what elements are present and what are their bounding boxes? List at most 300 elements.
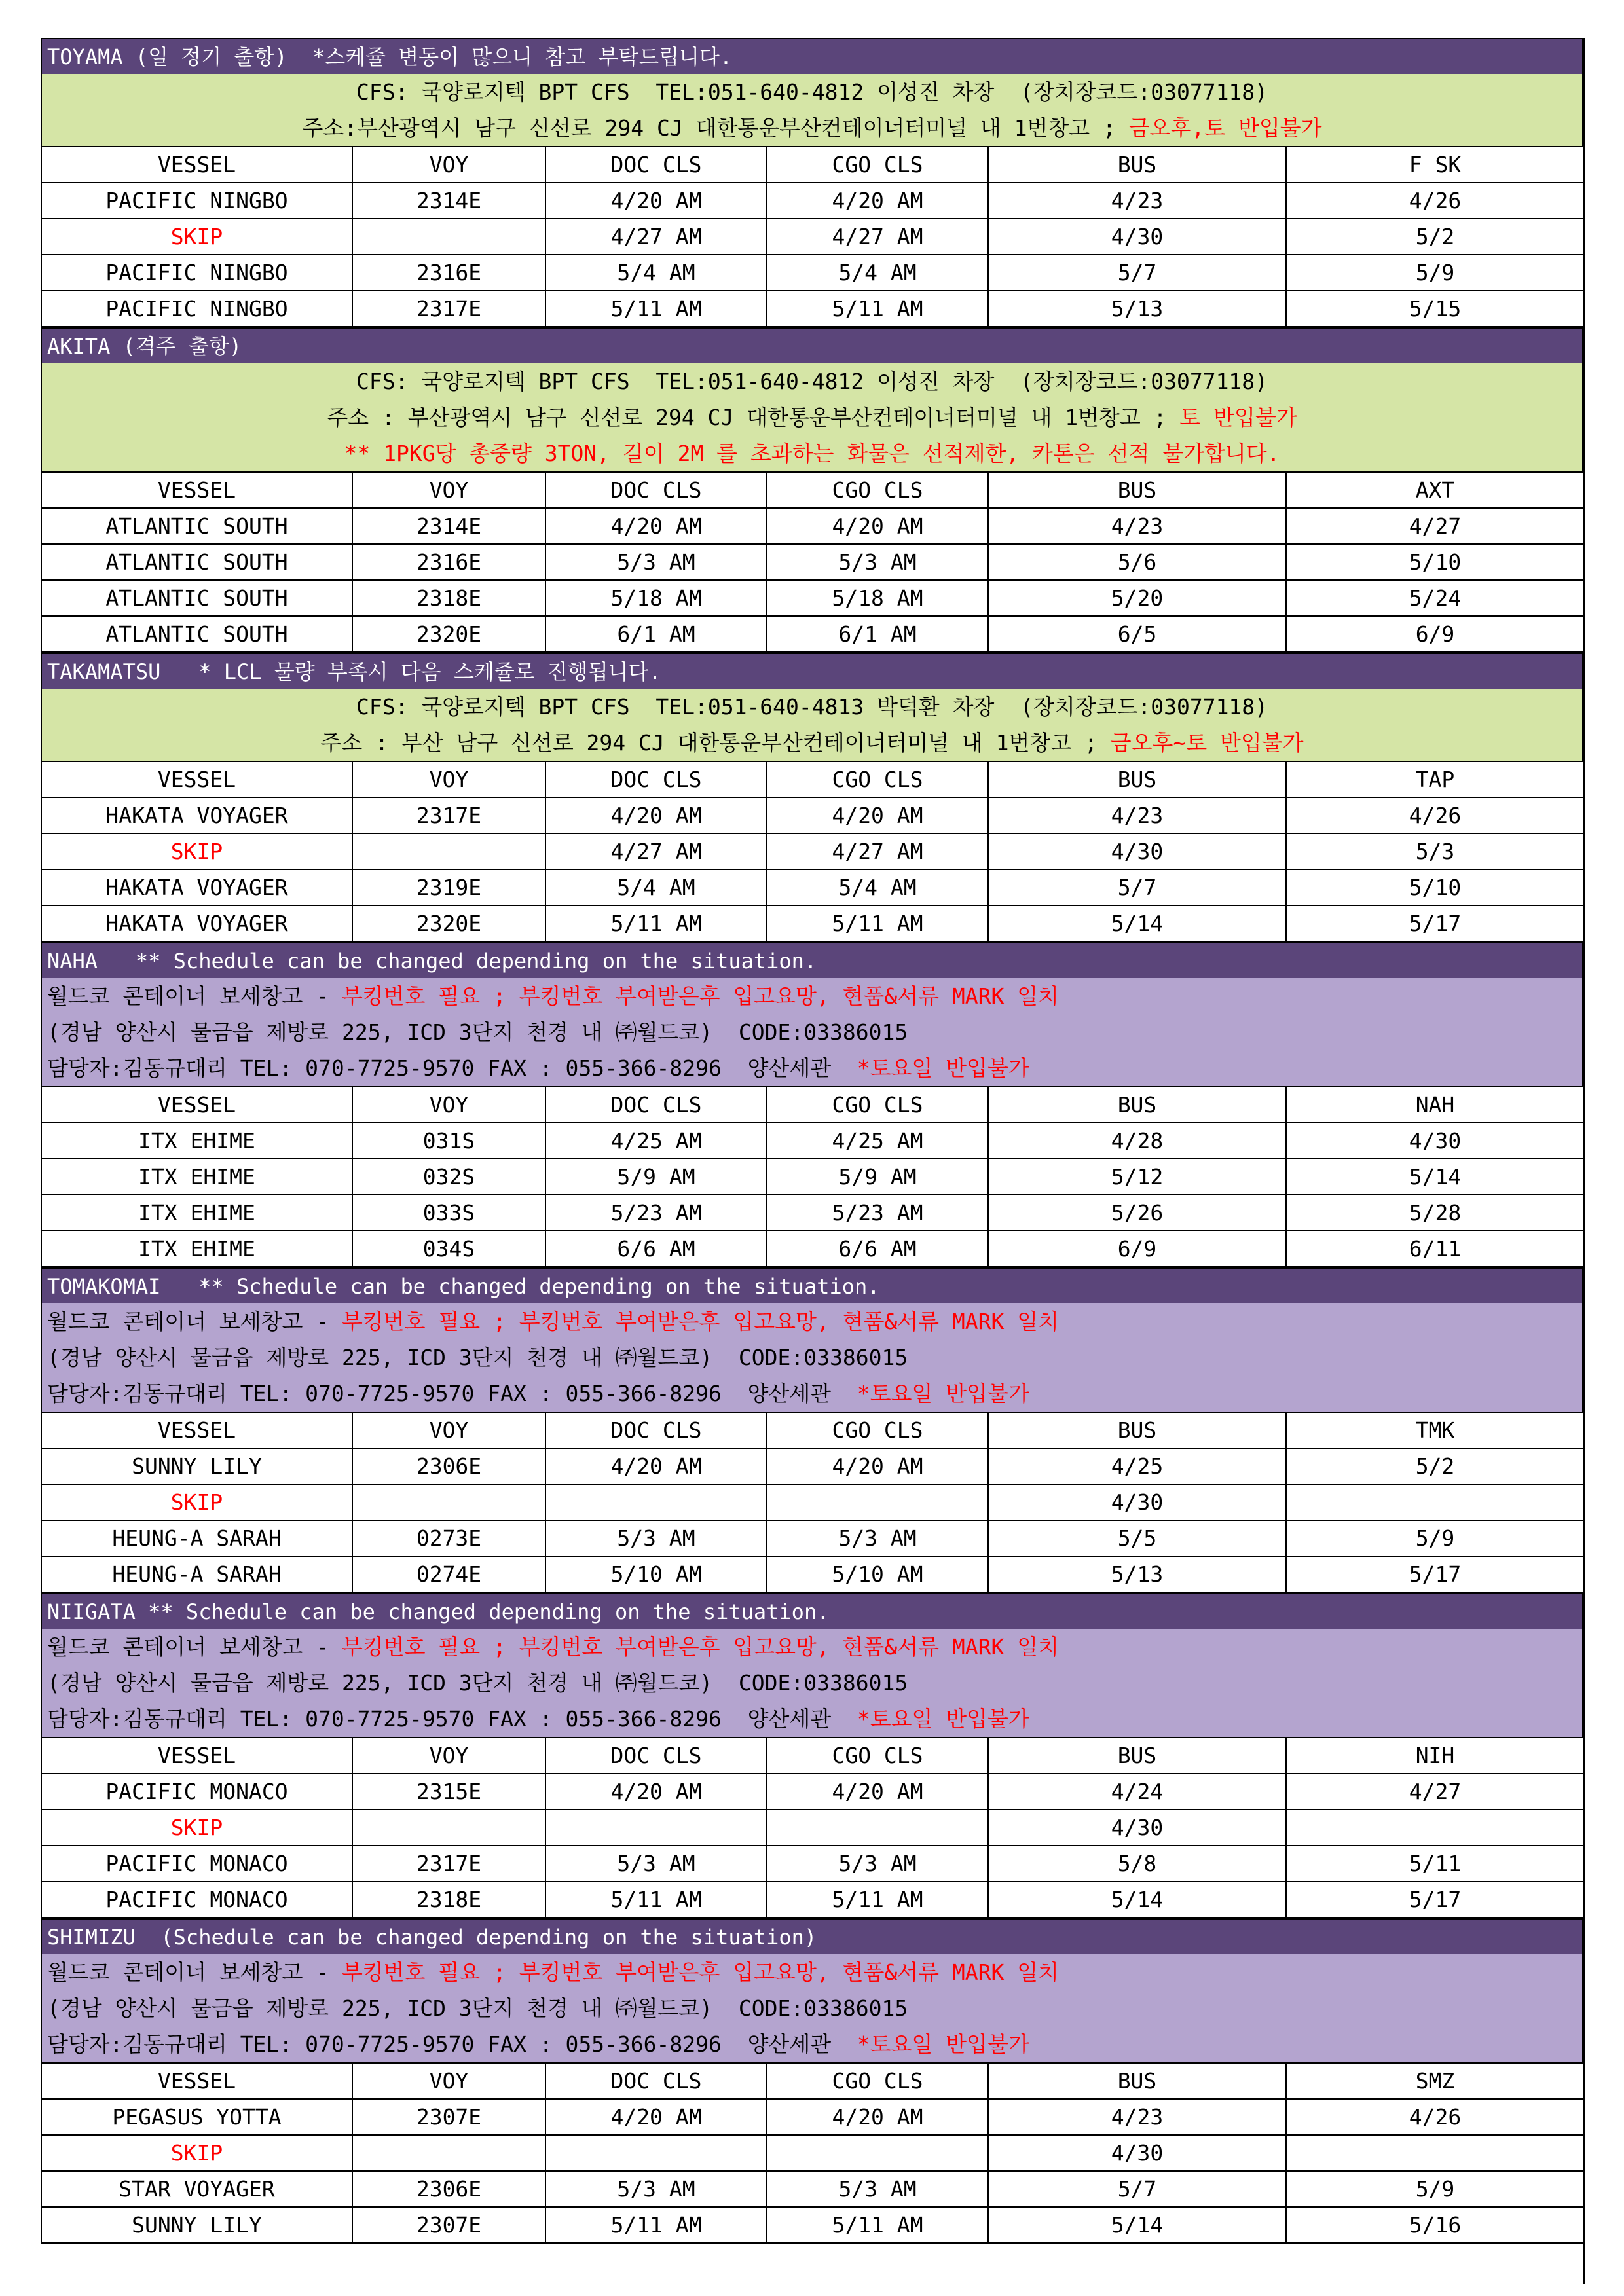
section-title: SHIMIZU (Schedule can be changed depending on the situation) — [41, 1918, 1583, 1954]
busan-date-cell: 5/6 — [988, 544, 1286, 580]
cgo-cls-cell: 4/20 AM — [767, 1774, 988, 1810]
header-row — [41, 761, 1584, 797]
voyage-cell: 2317E — [352, 1846, 545, 1882]
busan-date-cell: 5/20 — [988, 580, 1286, 616]
doc-cls-cell: 5/18 AM — [545, 580, 767, 616]
arrival-date-cell: 5/15 — [1286, 291, 1584, 327]
column-header: VESSEL — [41, 1738, 352, 1774]
busan-date-cell: 4/23 — [988, 508, 1286, 544]
arrival-date-cell: 4/27 — [1286, 508, 1584, 544]
arrival-date-cell: 5/3 — [1286, 833, 1584, 869]
doc-cls-cell: 4/20 AM — [545, 2099, 767, 2135]
header-row — [41, 1412, 1584, 1448]
cgo-cls-cell: 5/11 AM — [767, 905, 988, 941]
busan-date-cell: 4/28 — [988, 1123, 1286, 1159]
info-text: 주소 : 부산광역시 남구 신선로 294 CJ 대한통운부산컨테이너터미널 내 1번창고 ; — [327, 405, 1180, 430]
busan-date-cell: 5/8 — [988, 1846, 1286, 1882]
port-section — [41, 1593, 1583, 1918]
voyage-cell: 031S — [352, 1123, 545, 1159]
column-header: CGO CLS — [767, 147, 988, 183]
schedule-row — [41, 833, 1584, 869]
schedule-table — [41, 1737, 1585, 1918]
info-line — [47, 2026, 1582, 2062]
doc-cls-cell: 5/3 AM — [545, 2171, 767, 2207]
doc-cls-cell — [545, 2135, 767, 2171]
vessel-cell: SKIP — [41, 219, 352, 255]
voyage-cell: 0273E — [352, 1520, 545, 1556]
busan-date-cell: 5/14 — [988, 1882, 1286, 1918]
schedule-row — [41, 1846, 1584, 1882]
arrival-date-cell: 5/2 — [1286, 219, 1584, 255]
arrival-date-cell: 5/17 — [1286, 1882, 1584, 1918]
schedule-row — [41, 2099, 1584, 2135]
arrival-date-cell: 4/26 — [1286, 2099, 1584, 2135]
info-text: 월드코 콘테이너 보세창고 - — [47, 983, 342, 1009]
voyage-cell: 2306E — [352, 2171, 545, 2207]
busan-date-cell: 5/7 — [988, 2171, 1286, 2207]
doc-cls-cell: 4/20 AM — [545, 508, 767, 544]
busan-date-cell: 5/7 — [988, 255, 1286, 291]
info-line — [47, 1990, 1582, 2026]
port-section — [41, 327, 1583, 653]
column-header: DOC CLS — [545, 1738, 767, 1774]
column-header: VESSEL — [41, 147, 352, 183]
vessel-cell: PACIFIC NINGBO — [41, 291, 352, 327]
schedule-row — [41, 797, 1584, 833]
info-line — [42, 399, 1582, 435]
arrival-date-cell: 5/9 — [1286, 2171, 1584, 2207]
section-title: TOYAMA (일 정기 출항) *스케쥴 변동이 많으니 참고 부탁드립니다. — [41, 38, 1583, 74]
voyage-cell: 2307E — [352, 2099, 545, 2135]
doc-cls-cell: 5/11 AM — [545, 2207, 767, 2243]
schedule-row — [41, 1774, 1584, 1810]
info-text: 담당자:김동규대리 TEL: 070-7725-9570 FAX : 055-366-8296 양산세관 — [47, 1706, 857, 1732]
arrival-date-cell: 5/11 — [1286, 1846, 1584, 1882]
schedule-row — [41, 508, 1584, 544]
info-text: 담당자:김동규대리 TEL: 070-7725-9570 FAX : 055-366-8296 양산세관 — [47, 1381, 857, 1406]
info-text: 월드코 콘테이너 보세창고 - — [47, 1309, 342, 1334]
column-header: VOY — [352, 1087, 545, 1123]
page-border — [1583, 38, 1585, 2284]
arrival-date-cell: 4/26 — [1286, 797, 1584, 833]
doc-cls-cell: 5/4 AM — [545, 255, 767, 291]
schedule-table — [41, 471, 1585, 653]
vessel-cell: ITX EHIME — [41, 1195, 352, 1231]
info-line — [47, 1050, 1582, 1086]
voyage-cell: 2318E — [352, 580, 545, 616]
schedule-row — [41, 1448, 1584, 1484]
section-title: NIIGATA ** Schedule can be changed depending on the situation. — [41, 1593, 1583, 1629]
voyage-cell: 2317E — [352, 291, 545, 327]
column-header: VOY — [352, 147, 545, 183]
voyage-cell: 2317E — [352, 797, 545, 833]
cfs-info — [41, 363, 1583, 471]
cgo-cls-cell: 6/1 AM — [767, 616, 988, 652]
column-header: CGO CLS — [767, 2063, 988, 2099]
warning-text: *토요일 반입불가 — [857, 1381, 1029, 1406]
info-line — [47, 978, 1582, 1014]
vessel-cell: ATLANTIC SOUTH — [41, 544, 352, 580]
column-header: CGO CLS — [767, 1087, 988, 1123]
cgo-cls-cell: 5/10 AM — [767, 1556, 988, 1592]
vessel-cell: ATLANTIC SOUTH — [41, 580, 352, 616]
cgo-cls-cell: 5/4 AM — [767, 869, 988, 905]
schedule-row — [41, 255, 1584, 291]
vessel-cell: PACIFIC NINGBO — [41, 183, 352, 219]
schedule-row — [41, 1520, 1584, 1556]
warning-text: 토 반입불가 — [1179, 405, 1297, 430]
column-header: AXT — [1286, 472, 1584, 508]
warning-text: *토요일 반입불가 — [857, 1055, 1029, 1081]
info-line — [47, 1339, 1582, 1376]
voyage-cell: 2307E — [352, 2207, 545, 2243]
arrival-date-cell: 5/9 — [1286, 255, 1584, 291]
info-line — [42, 435, 1582, 471]
voyage-cell — [352, 1810, 545, 1846]
schedule-row — [41, 2207, 1584, 2243]
arrival-date-cell: 5/17 — [1286, 1556, 1584, 1592]
vessel-cell: ATLANTIC SOUTH — [41, 508, 352, 544]
doc-cls-cell: 6/1 AM — [545, 616, 767, 652]
info-line — [42, 363, 1582, 399]
vessel-cell: PACIFIC NINGBO — [41, 255, 352, 291]
column-header: VESSEL — [41, 472, 352, 508]
arrival-date-cell: 5/16 — [1286, 2207, 1584, 2243]
info-line — [47, 1701, 1582, 1737]
voyage-cell: 2314E — [352, 183, 545, 219]
arrival-date-cell: 5/24 — [1286, 580, 1584, 616]
column-header: VOY — [352, 761, 545, 797]
cgo-cls-cell: 5/4 AM — [767, 255, 988, 291]
info-text: CFS: 국양로지텍 BPT CFS TEL:051-640-4813 박덕환 차장 (장치장코드:03077118) — [356, 694, 1268, 720]
doc-cls-cell — [545, 1484, 767, 1520]
voyage-cell — [352, 219, 545, 255]
cfs-info — [41, 1954, 1583, 2062]
doc-cls-cell: 4/27 AM — [545, 833, 767, 869]
column-header: CGO CLS — [767, 761, 988, 797]
cgo-cls-cell: 5/3 AM — [767, 2171, 988, 2207]
port-section — [41, 653, 1583, 942]
section-title: AKITA (격주 출항) — [41, 327, 1583, 363]
info-text: (경남 양산시 물금읍 제방로 225, ICD 3단지 천경 내 ㈜월드코) CODE:03386015 — [47, 1019, 908, 1045]
info-line — [42, 74, 1582, 110]
schedule-row — [41, 1123, 1584, 1159]
cgo-cls-cell: 4/20 AM — [767, 508, 988, 544]
header-row — [41, 1738, 1584, 1774]
column-header: BUS — [988, 472, 1286, 508]
cfs-info — [41, 1629, 1583, 1737]
cgo-cls-cell: 4/20 AM — [767, 183, 988, 219]
cfs-info — [41, 1303, 1583, 1412]
busan-date-cell: 5/13 — [988, 1556, 1286, 1592]
port-section — [41, 1918, 1583, 2244]
cfs-info — [41, 978, 1583, 1086]
vessel-cell: HEUNG-A SARAH — [41, 1520, 352, 1556]
arrival-date-cell: 5/2 — [1286, 1448, 1584, 1484]
column-header: BUS — [988, 1738, 1286, 1774]
info-line — [47, 1954, 1582, 1990]
schedule-table — [41, 1086, 1585, 1267]
column-header: DOC CLS — [545, 1412, 767, 1448]
column-header: CGO CLS — [767, 1738, 988, 1774]
vessel-cell: ITX EHIME — [41, 1159, 352, 1195]
header-row — [41, 1087, 1584, 1123]
arrival-date-cell: 4/30 — [1286, 1123, 1584, 1159]
schedule-table — [41, 2062, 1585, 2244]
voyage-cell: 2315E — [352, 1774, 545, 1810]
arrival-date-cell: 6/11 — [1286, 1231, 1584, 1267]
schedule-row — [41, 1484, 1584, 1520]
voyage-cell: 2320E — [352, 905, 545, 941]
column-header: VOY — [352, 472, 545, 508]
busan-date-cell: 4/30 — [988, 1810, 1286, 1846]
info-line — [47, 1629, 1582, 1665]
schedule-row — [41, 1195, 1584, 1231]
column-header: VOY — [352, 1738, 545, 1774]
doc-cls-cell: 5/23 AM — [545, 1195, 767, 1231]
column-header: VOY — [352, 2063, 545, 2099]
info-line — [47, 1376, 1582, 1412]
arrival-date-cell — [1286, 1484, 1584, 1520]
schedule-row — [41, 291, 1584, 327]
vessel-cell: SKIP — [41, 2135, 352, 2171]
vessel-cell: PEGASUS YOTTA — [41, 2099, 352, 2135]
warning-text: *토요일 반입불가 — [857, 1706, 1029, 1732]
port-section — [41, 1267, 1583, 1593]
schedule-row — [41, 183, 1584, 219]
voyage-cell: 033S — [352, 1195, 545, 1231]
voyage-cell: 032S — [352, 1159, 545, 1195]
header-row — [41, 472, 1584, 508]
doc-cls-cell: 5/4 AM — [545, 869, 767, 905]
vessel-cell: PACIFIC MONACO — [41, 1882, 352, 1918]
vessel-cell: SUNNY LILY — [41, 1448, 352, 1484]
schedule-row — [41, 219, 1584, 255]
column-header: VESSEL — [41, 761, 352, 797]
doc-cls-cell: 4/20 AM — [545, 1448, 767, 1484]
column-header: DOC CLS — [545, 761, 767, 797]
cgo-cls-cell — [767, 2135, 988, 2171]
busan-date-cell: 5/26 — [988, 1195, 1286, 1231]
cgo-cls-cell: 5/18 AM — [767, 580, 988, 616]
voyage-cell — [352, 1484, 545, 1520]
vessel-cell: PACIFIC MONACO — [41, 1774, 352, 1810]
doc-cls-cell: 4/20 AM — [545, 1774, 767, 1810]
arrival-date-cell: 5/10 — [1286, 869, 1584, 905]
schedule-row — [41, 2171, 1584, 2207]
column-header: DOC CLS — [545, 147, 767, 183]
doc-cls-cell: 4/20 AM — [545, 183, 767, 219]
voyage-cell: 034S — [352, 1231, 545, 1267]
vessel-cell: SKIP — [41, 1810, 352, 1846]
doc-cls-cell: 6/6 AM — [545, 1231, 767, 1267]
cgo-cls-cell: 5/9 AM — [767, 1159, 988, 1195]
schedule-row — [41, 1231, 1584, 1267]
port-section — [41, 38, 1583, 327]
busan-date-cell: 5/12 — [988, 1159, 1286, 1195]
busan-date-cell: 5/13 — [988, 291, 1286, 327]
voyage-cell — [352, 833, 545, 869]
cgo-cls-cell: 5/3 AM — [767, 1520, 988, 1556]
doc-cls-cell: 4/27 AM — [545, 219, 767, 255]
column-header: BUS — [988, 1087, 1286, 1123]
warning-text: 부킹번호 필요 ; 부킹번호 부여받은후 입고요망, 현품&서류 MARK 일치 — [342, 983, 1059, 1009]
vessel-cell: PACIFIC MONACO — [41, 1846, 352, 1882]
voyage-cell: 2320E — [352, 616, 545, 652]
cgo-cls-cell: 5/11 AM — [767, 2207, 988, 2243]
doc-cls-cell: 5/3 AM — [545, 1846, 767, 1882]
busan-date-cell: 4/23 — [988, 797, 1286, 833]
cgo-cls-cell: 5/3 AM — [767, 544, 988, 580]
info-text: CFS: 국양로지텍 BPT CFS TEL:051-640-4812 이성진 차장 (장치장코드:03077118) — [356, 79, 1268, 105]
busan-date-cell: 5/14 — [988, 905, 1286, 941]
schedule-row — [41, 1159, 1584, 1195]
vessel-cell: HAKATA VOYAGER — [41, 797, 352, 833]
schedule-table — [41, 146, 1585, 327]
schedule-row — [41, 580, 1584, 616]
column-header: CGO CLS — [767, 1412, 988, 1448]
doc-cls-cell: 5/11 AM — [545, 905, 767, 941]
schedule-sheet — [41, 38, 1583, 2244]
column-header: TMK — [1286, 1412, 1584, 1448]
vessel-cell: STAR VOYAGER — [41, 2171, 352, 2207]
doc-cls-cell: 5/11 AM — [545, 291, 767, 327]
vessel-cell: ATLANTIC SOUTH — [41, 616, 352, 652]
cgo-cls-cell — [767, 1810, 988, 1846]
vessel-cell: HEUNG-A SARAH — [41, 1556, 352, 1592]
column-header: CGO CLS — [767, 472, 988, 508]
column-header: BUS — [988, 2063, 1286, 2099]
schedule-row — [41, 2135, 1584, 2171]
doc-cls-cell: 4/25 AM — [545, 1123, 767, 1159]
info-text: CFS: 국양로지텍 BPT CFS TEL:051-640-4812 이성진 차장 (장치장코드:03077118) — [356, 369, 1268, 394]
column-header: TAP — [1286, 761, 1584, 797]
arrival-date-cell: 5/14 — [1286, 1159, 1584, 1195]
schedule-row — [41, 1810, 1584, 1846]
warning-text: 부킹번호 필요 ; 부킹번호 부여받은후 입고요망, 현품&서류 MARK 일치 — [342, 1309, 1059, 1334]
arrival-date-cell — [1286, 1810, 1584, 1846]
cfs-info — [41, 74, 1583, 146]
column-header: SMZ — [1286, 2063, 1584, 2099]
info-line — [42, 110, 1582, 146]
voyage-cell: 2318E — [352, 1882, 545, 1918]
doc-cls-cell: 5/11 AM — [545, 1882, 767, 1918]
cgo-cls-cell: 5/3 AM — [767, 1846, 988, 1882]
section-title: NAHA ** Schedule can be changed depending on the situation. — [41, 942, 1583, 978]
header-row — [41, 2063, 1584, 2099]
column-header: NAH — [1286, 1087, 1584, 1123]
busan-date-cell: 4/24 — [988, 1774, 1286, 1810]
busan-date-cell: 5/7 — [988, 869, 1286, 905]
cgo-cls-cell: 5/11 AM — [767, 291, 988, 327]
vessel-cell: ITX EHIME — [41, 1123, 352, 1159]
arrival-date-cell: 5/17 — [1286, 905, 1584, 941]
header-row — [41, 147, 1584, 183]
info-text: 담당자:김동규대리 TEL: 070-7725-9570 FAX : 055-366-8296 양산세관 — [47, 2032, 857, 2057]
schedule-table — [41, 761, 1585, 942]
vessel-cell: SUNNY LILY — [41, 2207, 352, 2243]
column-header: BUS — [988, 1412, 1286, 1448]
vessel-cell: HAKATA VOYAGER — [41, 905, 352, 941]
info-text: 주소 : 부산 남구 신선로 294 CJ 대한통운부산컨테이너터미널 내 1번창고 ; — [320, 730, 1111, 756]
arrival-date-cell — [1286, 2135, 1584, 2171]
port-section — [41, 942, 1583, 1267]
info-text: 주소:부산광역시 남구 신선로 294 CJ 대한통운부산컨테이너터미널 내 1번창고 ; — [302, 115, 1129, 141]
arrival-date-cell: 4/27 — [1286, 1774, 1584, 1810]
arrival-date-cell: 5/10 — [1286, 544, 1584, 580]
doc-cls-cell: 5/10 AM — [545, 1556, 767, 1592]
warning-text: 부킹번호 필요 ; 부킹번호 부여받은후 입고요망, 현품&서류 MARK 일치 — [342, 1959, 1059, 1985]
info-text: 월드코 콘테이너 보세창고 - — [47, 1959, 342, 1985]
busan-date-cell: 6/9 — [988, 1231, 1286, 1267]
cgo-cls-cell: 4/20 AM — [767, 1448, 988, 1484]
column-header: BUS — [988, 761, 1286, 797]
schedule-row — [41, 1556, 1584, 1592]
busan-date-cell: 4/30 — [988, 833, 1286, 869]
voyage-cell: 2316E — [352, 255, 545, 291]
busan-date-cell: 4/30 — [988, 219, 1286, 255]
busan-date-cell: 4/30 — [988, 1484, 1286, 1520]
busan-date-cell: 6/5 — [988, 616, 1286, 652]
vessel-cell: SKIP — [41, 833, 352, 869]
column-header: VESSEL — [41, 1087, 352, 1123]
cgo-cls-cell: 5/23 AM — [767, 1195, 988, 1231]
column-header: DOC CLS — [545, 2063, 767, 2099]
info-line — [42, 689, 1582, 725]
busan-date-cell: 4/25 — [988, 1448, 1286, 1484]
column-header: NIH — [1286, 1738, 1584, 1774]
warning-text: ** 1PKG당 총중량 3TON, 길이 2M 를 초과하는 화물은 선적제한, 카톤은 선적 불가합니다. — [344, 441, 1280, 466]
cgo-cls-cell: 5/11 AM — [767, 1882, 988, 1918]
column-header: DOC CLS — [545, 472, 767, 508]
cgo-cls-cell: 4/27 AM — [767, 833, 988, 869]
vessel-cell: SKIP — [41, 1484, 352, 1520]
warning-text: *토요일 반입불가 — [857, 2032, 1029, 2057]
schedule-table — [41, 1412, 1585, 1593]
column-header: DOC CLS — [545, 1087, 767, 1123]
cfs-info — [41, 689, 1583, 761]
cgo-cls-cell — [767, 1484, 988, 1520]
busan-date-cell: 4/23 — [988, 183, 1286, 219]
arrival-date-cell: 5/28 — [1286, 1195, 1584, 1231]
doc-cls-cell: 5/3 AM — [545, 1520, 767, 1556]
voyage-cell: 0274E — [352, 1556, 545, 1592]
schedule-row — [41, 616, 1584, 652]
section-title: TOMAKOMAI ** Schedule can be changed depending on the situation. — [41, 1267, 1583, 1303]
vessel-cell: HAKATA VOYAGER — [41, 869, 352, 905]
schedule-row — [41, 544, 1584, 580]
column-header: F SK — [1286, 147, 1584, 183]
column-header: VOY — [352, 1412, 545, 1448]
warning-text: 부킹번호 필요 ; 부킹번호 부여받은후 입고요망, 현품&서류 MARK 일치 — [342, 1634, 1059, 1660]
cgo-cls-cell: 4/20 AM — [767, 797, 988, 833]
doc-cls-cell: 4/20 AM — [545, 797, 767, 833]
doc-cls-cell: 5/9 AM — [545, 1159, 767, 1195]
busan-date-cell: 5/5 — [988, 1520, 1286, 1556]
voyage-cell: 2306E — [352, 1448, 545, 1484]
cgo-cls-cell: 4/27 AM — [767, 219, 988, 255]
info-text: (경남 양산시 물금읍 제방로 225, ICD 3단지 천경 내 ㈜월드코) CODE:03386015 — [47, 1670, 908, 1696]
column-header: BUS — [988, 147, 1286, 183]
busan-date-cell: 4/30 — [988, 2135, 1286, 2171]
voyage-cell: 2316E — [352, 544, 545, 580]
cgo-cls-cell: 4/25 AM — [767, 1123, 988, 1159]
info-line — [42, 725, 1582, 761]
busan-date-cell: 4/23 — [988, 2099, 1286, 2135]
column-header: VESSEL — [41, 1412, 352, 1448]
warning-text: 금오후~토 반입불가 — [1110, 730, 1304, 756]
voyage-cell: 2314E — [352, 508, 545, 544]
